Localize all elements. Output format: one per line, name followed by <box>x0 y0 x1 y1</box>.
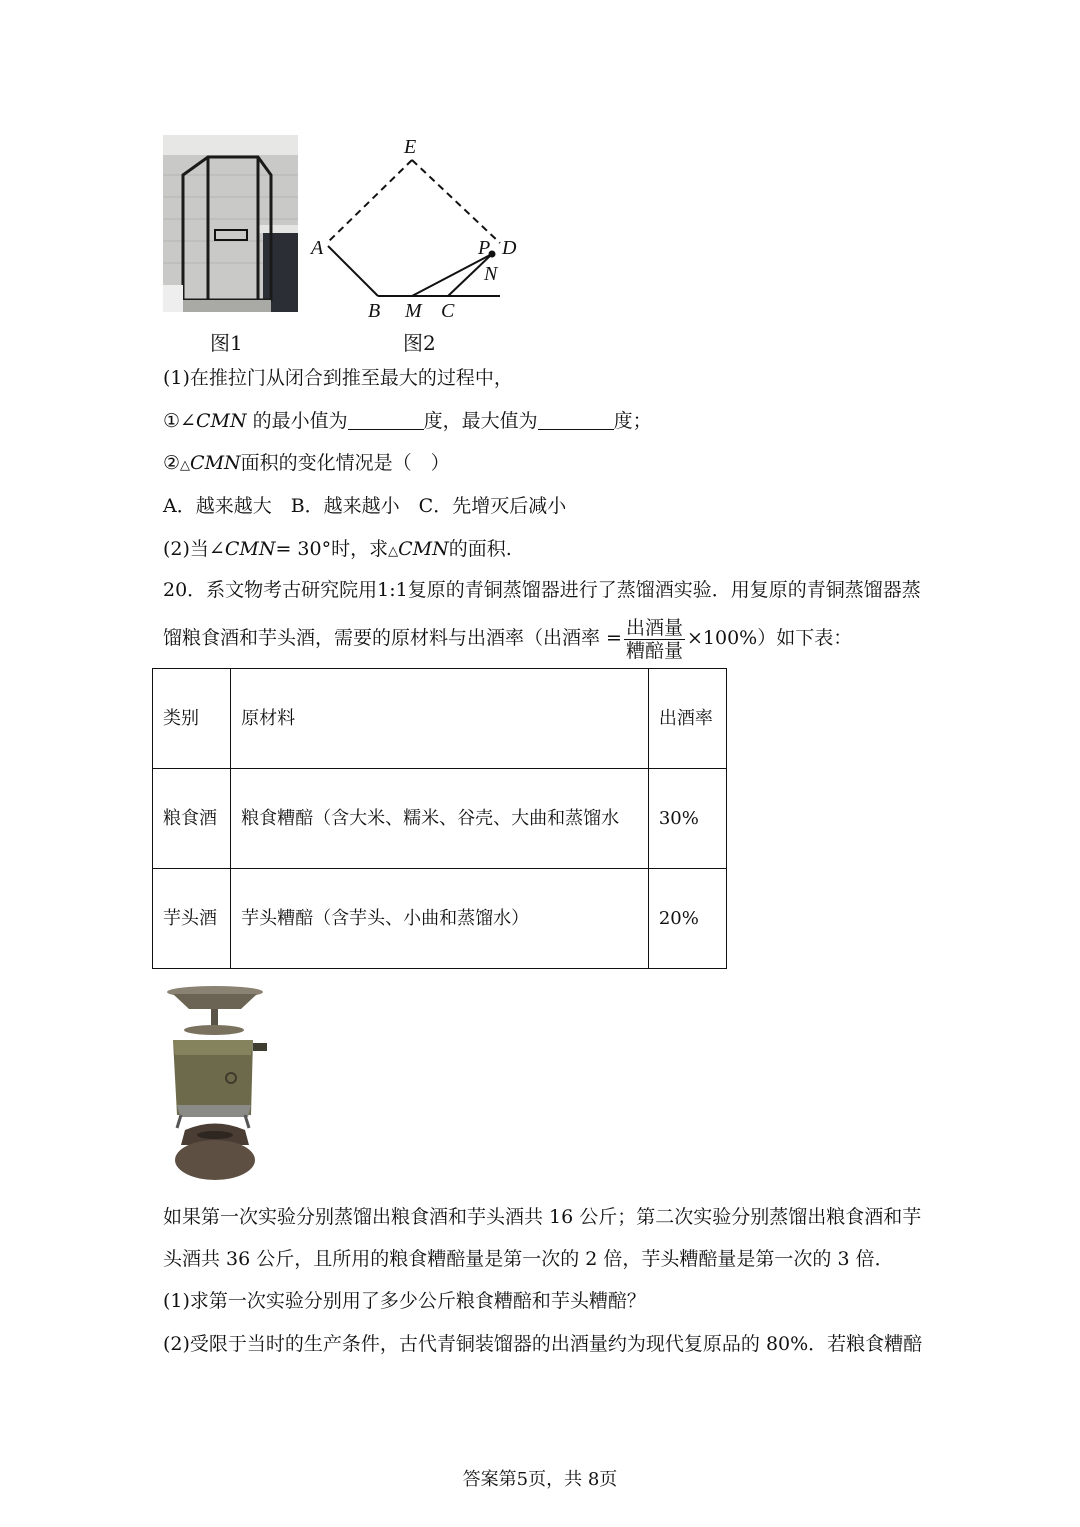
page-footer: 答案第5页，共 8页 <box>462 1469 618 1490</box>
q20-paragraph-2: 头酒共 36 公斤，且所用的粮食糟醅量是第一次的 2 倍，芋头糟醅量是第一次的 3 倍． <box>163 1248 894 1270</box>
header-category: 类别 <box>153 669 231 769</box>
label-E: E <box>404 136 417 158</box>
q19-part1-sub2: ②△CMN面积的变化情况是（ ） <box>163 452 450 474</box>
yield-table <box>152 668 727 969</box>
label-C: C <box>441 300 455 322</box>
q19-part2: (2)当∠CMN= 30°时，求△CMN的面积. <box>163 538 512 560</box>
diagram-dashed-lines <box>328 160 500 243</box>
q20-paragraph-1: 如果第一次实验分别蒸馏出粮食酒和芋头酒共 16 公斤；第二次实验分别蒸馏出粮食酒和芋 <box>163 1206 922 1228</box>
q19-part1-intro: (1)在推拉门从闭合到推至最大的过程中， <box>163 367 513 389</box>
row2-yield: 20% <box>648 869 726 969</box>
row2-materials: 芋头糟醅（含芋头、小曲和蒸馏水） <box>231 869 649 969</box>
figure1-caption: 图1 <box>210 331 243 355</box>
row1-yield: 30% <box>648 769 726 869</box>
label-A: A <box>311 237 324 259</box>
header-materials: 原材料 <box>231 669 649 769</box>
label-N: N <box>484 263 498 285</box>
bronze-distiller-photo <box>163 985 273 1185</box>
q20-sub-question-2: (2)受限于当时的生产条件，古代青铜装馏器的出酒量约为现代复原品的 80%．若粮食糟醅 <box>163 1333 923 1355</box>
answer-blank-min <box>348 411 424 430</box>
header-yield: 出酒率 <box>648 669 726 769</box>
table-header-row <box>153 669 727 769</box>
shower-photo <box>163 135 298 312</box>
row2-category: 芋头酒 <box>153 869 231 969</box>
yield-fraction: $\frac{\text{出酒量}}{\text{糟醅量}}$ <box>625 616 683 662</box>
row1-category: 粮食酒 <box>153 769 231 869</box>
answer-blank-max <box>538 411 614 430</box>
diagram-solid-lines <box>328 246 500 296</box>
q20-line2: 馏粮食酒和芋头酒，需要的原材料与出酒率（出酒率 = $\frac{\text{出酒量}}{\text{糟醅量}}$ ×100%）如下表： <box>163 616 853 662</box>
label-M: M <box>405 300 422 322</box>
q20-line1: 20．系文物考古研究院用1:1复原的青铜蒸馏器进行了蒸馏酒实验．用复原的青铜蒸馏器蒸 <box>163 579 921 601</box>
label-D: D <box>502 237 517 259</box>
row1-materials: 粮食糟醅（含大米、糯米、谷壳、大曲和蒸馏水 <box>231 769 649 869</box>
geometry-diagram <box>300 128 540 328</box>
q19-part1-sub1: ①∠CMN 的最小值为 度，最大值为 度； <box>163 410 652 432</box>
label-B: B <box>368 300 381 322</box>
table-row <box>153 769 727 869</box>
q20-sub-question-1: (1)求第一次实验分别用了多少公斤粮食糟醅和芋头糟醅？ <box>163 1290 646 1312</box>
table-row <box>153 869 727 969</box>
q19-options: A．越来越大 B．越来越小 C．先增灭后减小 <box>163 495 567 517</box>
figure2-caption: 图2 <box>403 331 436 355</box>
label-P: P <box>478 237 491 259</box>
